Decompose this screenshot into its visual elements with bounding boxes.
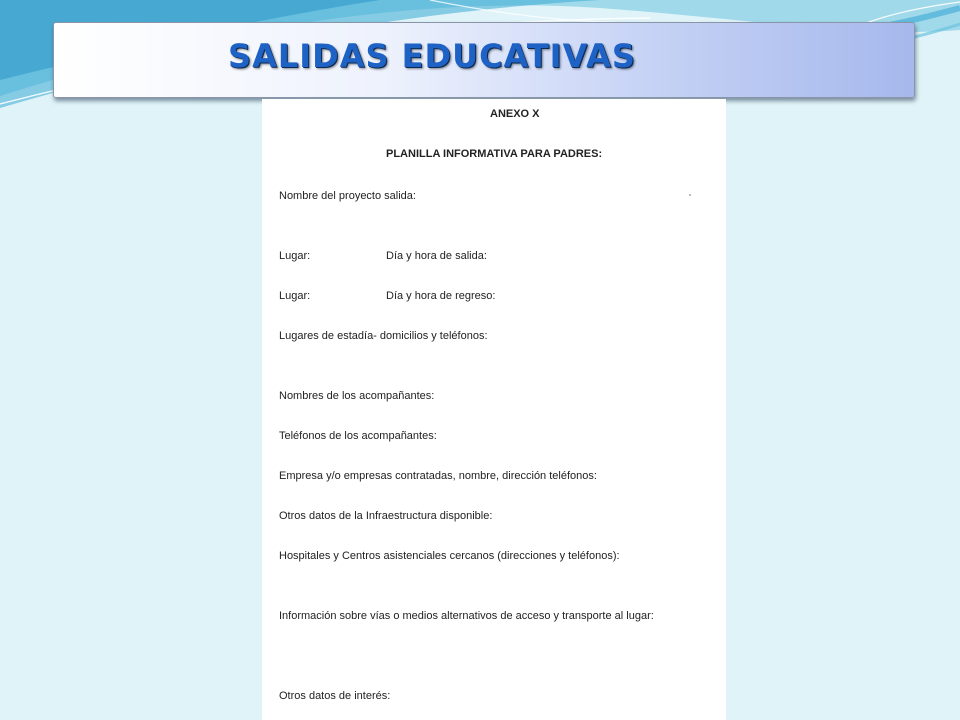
slide-title: SALIDAS EDUCATIVAS	[228, 37, 636, 75]
field-companions-names: Nombres de los acompañantes:	[279, 390, 435, 402]
field-other-data: Otros datos de interés:	[279, 690, 391, 702]
field-departure: Día y hora de salida:	[386, 250, 487, 262]
field-return: Día y hora de regreso:	[386, 290, 496, 302]
stray-mark	[689, 194, 691, 196]
title-banner	[53, 22, 915, 98]
annex-label: ANEXO X	[490, 108, 540, 120]
document-page	[262, 99, 726, 720]
field-hospitals: Hospitales y Centros asistenciales cercanos (direcciones y teléfonos):	[279, 550, 620, 562]
field-infrastructure: Otros datos de la Infraestructura disponible:	[279, 510, 493, 522]
field-companies: Empresa y/o empresas contratadas, nombre, dirección teléfonos:	[279, 470, 597, 482]
field-place-1: Lugar:	[279, 250, 311, 262]
field-project-name: Nombre del proyecto salida:	[279, 190, 416, 202]
field-companions-phones: Teléfonos de los acompañantes:	[279, 430, 437, 442]
field-place-2: Lugar:	[279, 290, 311, 302]
field-access-routes: Información sobre vías o medios alternativos de acceso y transporte al lugar:	[279, 610, 654, 622]
field-stay-places: Lugares de estadía- domicilios y teléfonos:	[279, 330, 488, 342]
document-heading: PLANILLA INFORMATIVA PARA PADRES:	[386, 148, 603, 160]
